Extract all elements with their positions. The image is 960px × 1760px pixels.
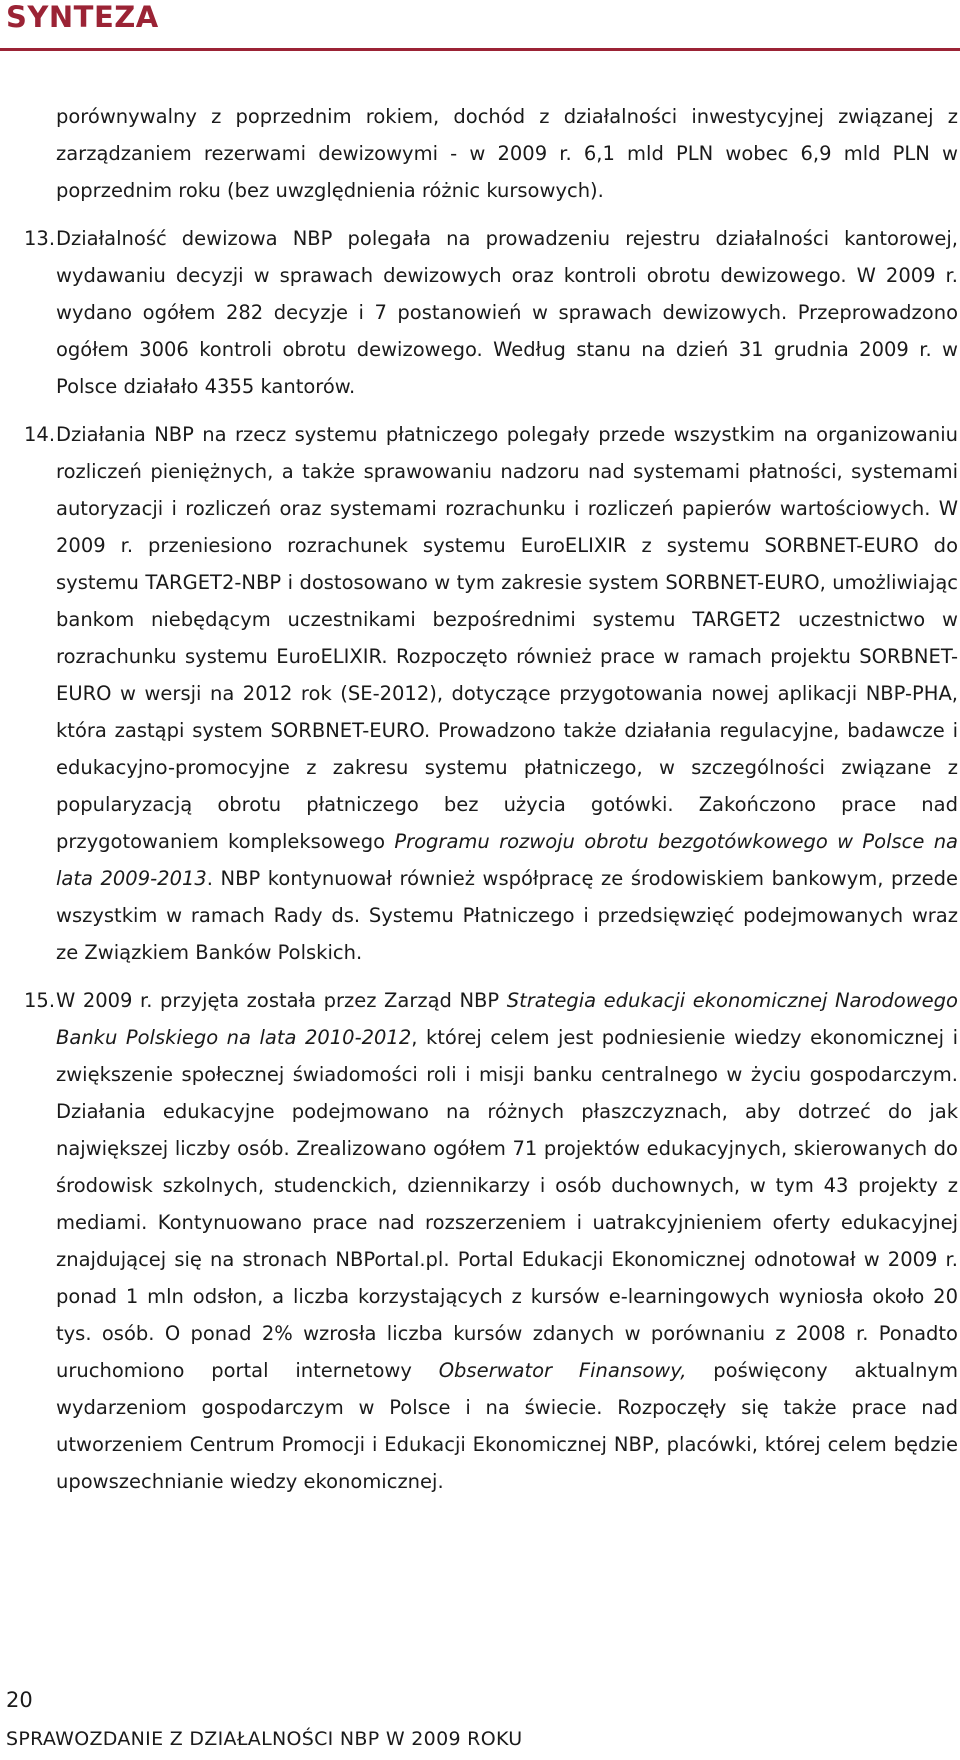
- paragraph-15: [24, 982, 958, 1500]
- paragraph-text: Działalność dewizowa NBP polegała na prowadzeniu rejestru działalności kantorowej, wydawaniu decyzji w sprawach dewizowych oraz kontroli obrotu dewizowego. W 2009 r. wydano ogółem 282 decyzje i 7 postanowień w sprawach dewizowych. Przeprowadzono ogółem 3006 kontroli obrotu dewizowego. Według stanu na dzień 31 grudnia 2009 r. w Polsce działało 4355 kantorów.: [56, 227, 958, 398]
- paragraph-text: . NBP kontynuował również współpracę ze środowiskiem bankowym, przede wszystkim w ramach Rady ds. Systemu Płatniczego i przedsięwzięć podejmowanych wraz ze Związkiem Banków Polskich.: [56, 867, 959, 964]
- report-title: SPRAWOZDANIE Z DZIAŁALNOŚCI NBP W 2009 ROKU: [6, 1728, 523, 1750]
- page-number: 20: [6, 1688, 33, 1712]
- paragraph-14: [24, 416, 958, 971]
- section-title: SYNTEZA: [6, 0, 159, 34]
- paragraph-12-continuation: [24, 98, 958, 209]
- program-title: Programu rozwoju obrotu bezgotówkowego w Polsce na lata 2009-2013: [56, 830, 958, 890]
- paragraph-text: W 2009 r. przyjęta została przez Zarząd NBP: [56, 989, 507, 1012]
- paragraph-text: porównywalny z poprzednim rokiem, dochód z działalności inwestycyjnej związanej z zarządzaniem rezerwami dewizowymi - w 2009 r. 6,1 mld PLN wobec 6,9 mld PLN w poprzednim roku (bez uwzględnienia różnic kursowych).: [56, 105, 958, 202]
- paragraph-text: , której celem jest podniesienie wiedzy ekonomicznej i zwiększenie społecznej świadomości roli i misji banku centralnego w życiu gospodarczym. Działania edukacyjne podejmowano na różnych płaszczyznach, aby dotrzeć do jak największej liczby osób. Zrealizowano ogółem 71 projektów edukacyjnych, skierowanych do środowisk szkolnych, studenckich, dziennikarzy i osób duchownych, w tym 43 projekty z mediami. Kontynuowano prace nad rozszerzeniem i uatrakcyjnieniem oferty edukacyjnej znajdującej się na stronach NBPortal.pl. Portal Edukacji Ekonomicznej odnotował w 2009 r. ponad 1 mln odsłon, a liczba korzystających z kursów e-learningowych wyniosła około 20 tys. osób. O ponad 2% wzrosła liczba kursów zdanych w porównaniu z 2008 r. Ponadto uruchomiono portal internetowy: [56, 1026, 958, 1382]
- paragraph-text: poświęcony aktualnym wydarzeniom gospodarczym w Polsce i na świecie. Rozpoczęły się także prace nad utworzeniem Centrum Promocji i Edukacji Ekonomicznej NBP, placówki, której celem będzie upowszechnianie wiedzy ekonomicznej.: [56, 1359, 958, 1493]
- document-body: [24, 98, 958, 1511]
- page-header: [0, 0, 960, 52]
- paragraph-number: 14.: [24, 423, 56, 446]
- paragraph-text: Działania NBP na rzecz systemu płatniczego polegały przede wszystkim na organizowaniu rozliczeń pieniężnych, a także sprawowaniu nadzoru nad systemami płatności, systemami autoryzacji i rozliczeń oraz systemami rozrachunku i rozliczeń papierów wartościowych. W 2009 r. przeniesiono rozrachunek systemu EuroELIXIR z systemu SORBNET-EURO do systemu TARGET2-NBP i dostosowano w tym zakresie system SORBNET-EURO, umożliwiając bankom niebędącym uczestnikami bezpośrednimi systemu TARGET2 uczestnictwo w rozrachunku systemu EuroELIXIR. Rozpoczęto również prace w ramach projektu SORBNET-EURO w wersji na 2012 rok (SE-2012), dotyczące przygotowania nowej aplikacji NBP-PHA, która zastąpi system SORBNET-EURO. Prowadzono także działania regulacyjne, badawcze i edukacyjno-promocyjne z zakresu systemu płatniczego, w szczególności związane z popularyzacją obrotu płatniczego bez użycia gotówki. Zakończono prace nad przygotowaniem kompleksowego: [56, 423, 958, 853]
- paragraph-number: 13.: [24, 227, 56, 250]
- header-divider: [0, 48, 960, 51]
- portal-name: Obserwator Finansowy,: [438, 1359, 687, 1382]
- strategy-title: Strategia edukacji ekonomicznej Narodowego Banku Polskiego na lata 2010-2012: [56, 989, 958, 1049]
- paragraph-13: [24, 220, 958, 405]
- paragraph-number: 15.: [24, 989, 56, 1012]
